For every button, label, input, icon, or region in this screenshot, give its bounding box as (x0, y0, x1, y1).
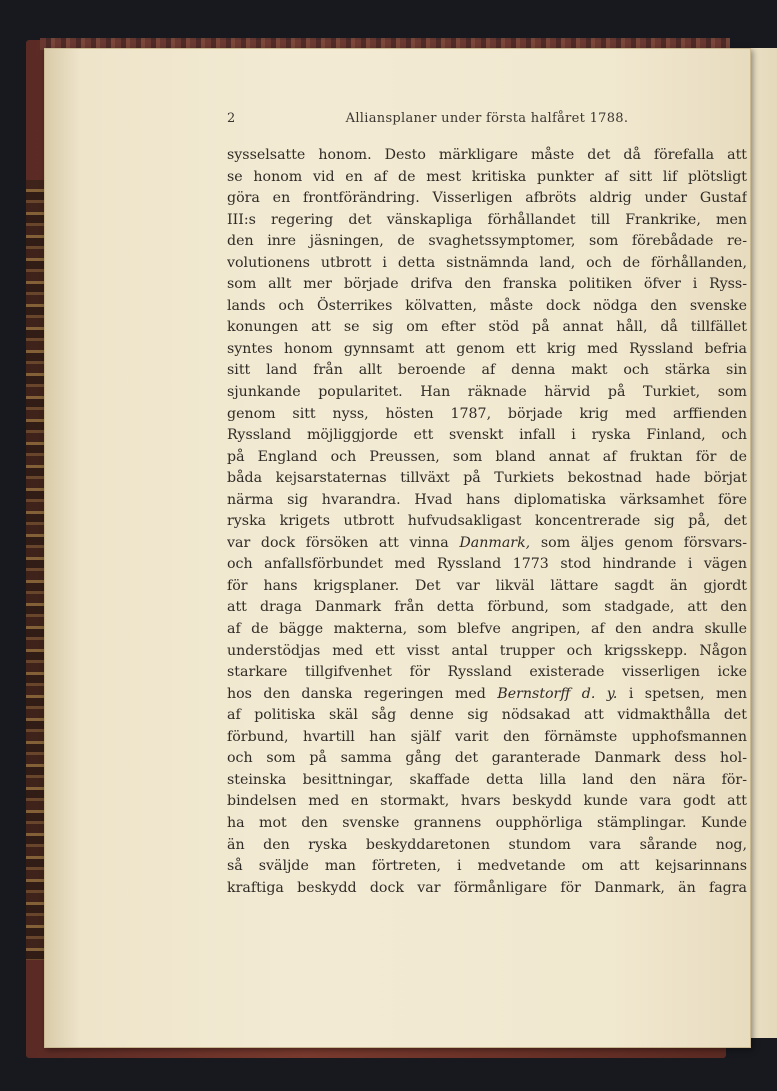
text-line: ha mot den svenske grannens oupphörliga stämplingar. Kunde (227, 814, 747, 831)
text-line: syntes honom gynnsamt att genom ett krig med Ryssland befria (227, 340, 747, 357)
text-line: ryska krigets utbrott hufvudsakligast koncentrerade sig på, det (227, 513, 747, 530)
text-line: och som på samma gång det garanterade Danmark dess hol- (227, 750, 747, 767)
text-line: och anfallsförbundet med Ryssland 1773 stod hindrande i vägen (227, 556, 747, 573)
text-line: understödjas med ett visst antal trupper och krigsskepp. Någon (227, 642, 747, 659)
text-line: lands och Österrikes kölvatten, måste dock nödga den svenske (227, 297, 747, 314)
text-line: steinska besittningar, skaffade detta lilla land den nära för- (227, 771, 747, 788)
text-line: hos den danska regeringen med Bernstorff d. y. i spetsen, men (227, 685, 747, 702)
text-line: så sväljde man förtreten, i medvetande om att kejsarinnans (227, 858, 747, 875)
text-line: sitt land från allt beroende af denna makt och stärka sin (227, 362, 747, 379)
text-line: för hans krigsplaner. Det var likväl lättare sagdt än gjordt (227, 577, 747, 594)
text-line: sjunkande popularitet. Han räknade härvid på Turkiet, som (227, 384, 747, 401)
text-line: på England och Preussen, som bland annat af fruktan för de (227, 448, 747, 465)
running-head-title: Allianspl​aner under första halfåret 1788. (345, 111, 629, 126)
text-line: göra en frontförändring. Visserligen afbröts aldrig under Gustaf (227, 190, 747, 207)
text-line: förbund, hvartill han själf varit den förnämste upphofsmannen (227, 728, 747, 745)
text-line: Ryssland möjliggjorde ett svenskt infall i ryska Finland, och (227, 427, 747, 444)
text-line: bindelsen med en stormakt, hvars beskydd kunde vara godt att (227, 793, 747, 810)
text-line: III:s regering det vänskapliga förhållandet till Frankrike, men (227, 211, 747, 228)
text-line: att draga Danmark från detta förbund, som stadgade, att den (227, 599, 747, 616)
text-line: som allt mer började drifva den franska politiken öfver i Ryss- (227, 276, 747, 293)
text-line: kraftiga beskydd dock var förmånligare för Danmark, än fagra (227, 879, 747, 896)
text-line: den inre jäsningen, de svaghetssymptomer, som förebådade re- (227, 233, 747, 250)
text-line: af de bägge makterna, som blefve angripen, af den andra skulle (227, 621, 747, 638)
text-line: var dock försöken att vinna Danmark, som äljes genom försvars- (227, 534, 747, 551)
text-line: än den ryska beskyddaretonen stundom vara sårande nog, (227, 836, 747, 853)
text-line: sysselsatte honom. Desto märkligare måste det då förefalla att (227, 147, 747, 163)
text-line: volutionens utbrott i detta sistnämnda land, och de förhållanden, (227, 254, 747, 271)
body-text (227, 145, 747, 899)
text-line: båda kejsarstaternas tillväxt på Turkiets bekostnad hade börjat (227, 470, 747, 487)
book-page (44, 48, 751, 1048)
text-line: konungen att se sig om efter stöd på annat håll, då tillfället (227, 319, 747, 336)
running-head (227, 111, 747, 131)
text-line: se honom vid en af de mest kritiska punkter af sitt lif plötsligt (227, 168, 747, 185)
text-line: af politiska skäl såg denne sig nödsakad att vidmakthålla det (227, 707, 747, 724)
text-line: närma sig hvarandra. Hvad hans diplomatiska värksamhet före (227, 491, 747, 508)
page-number: 2 (227, 111, 236, 126)
text-line: starkare tillgifvenhet för Ryssland existerade visserligen icke (227, 664, 747, 681)
text-line: genom sitt nyss, hösten 1787, började krig med arffienden (227, 405, 747, 422)
